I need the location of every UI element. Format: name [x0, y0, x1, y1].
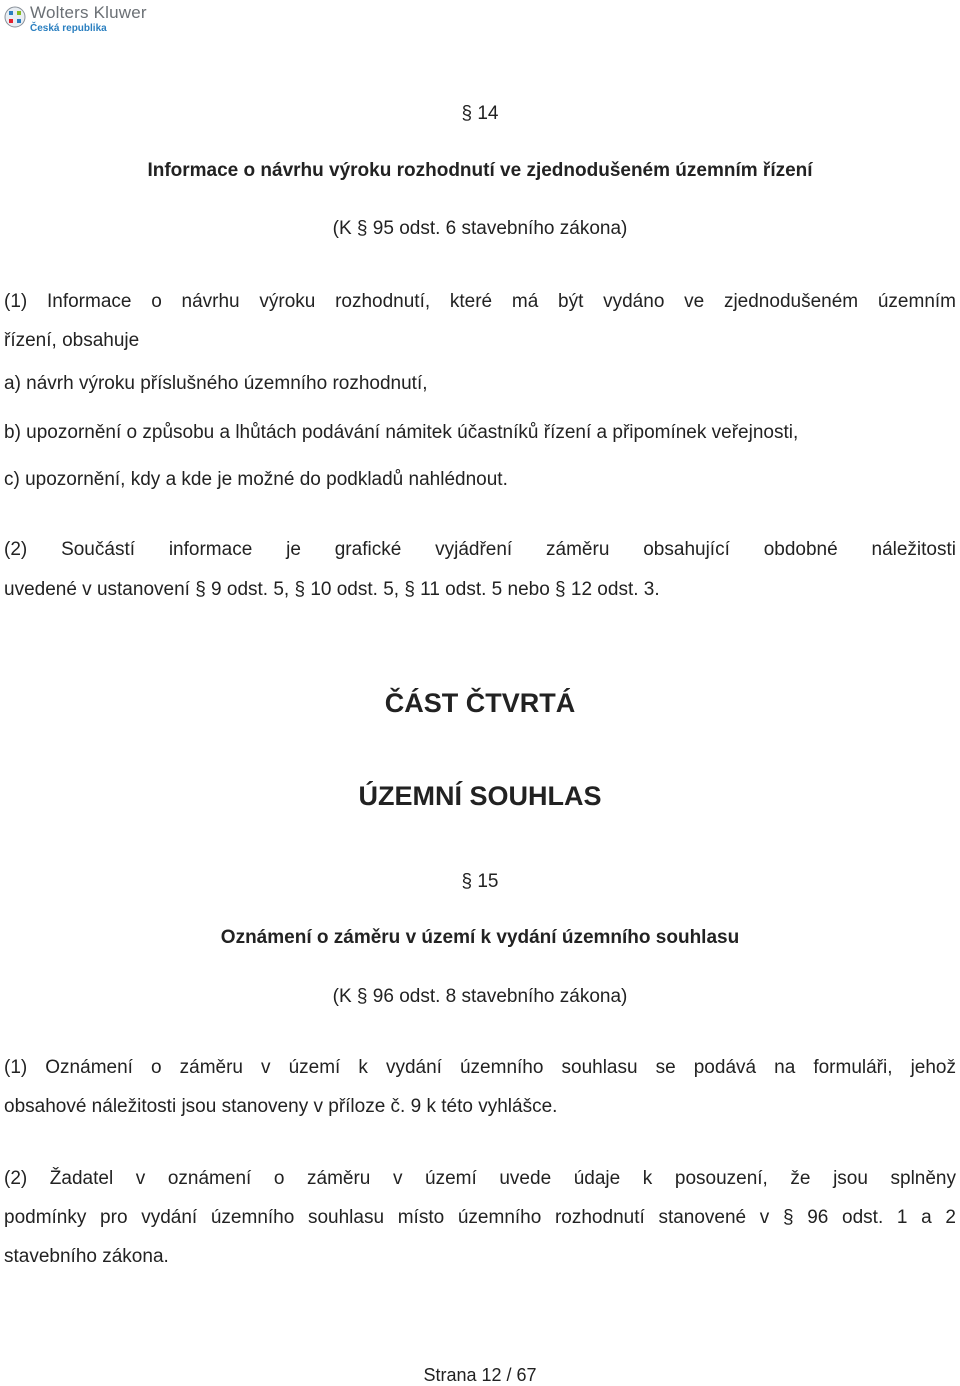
section-14-item-a: a) návrh výroku příslušného územního rozhodnutí,: [4, 373, 428, 394]
section-15-para2-line1: (2) Žadatel v oznámení o záměru v území uvede údaje k posouzení, že jsou splněny: [4, 1168, 956, 1189]
section-14-para2-line2: uvedené v ustanovení § 9 odst. 5, § 10 odst. 5, § 11 odst. 5 nebo § 12 odst. 3.: [4, 579, 660, 600]
section-14-title: Informace o návrhu výroku rozhodnutí ve zjednodušeném územním řízení: [147, 160, 813, 181]
section-14-item-b: b) upozornění o způsobu a lhůtách podávání námitek účastníků řízení a připomínek veřejnosti,: [4, 422, 799, 443]
wolters-kluwer-logo-icon: [4, 6, 26, 28]
section-15-number: § 15: [461, 871, 499, 892]
section-14-para1-line1: (1) Informace o návrhu výroku rozhodnutí, které má být vydáno ve zjednodušeném územním: [4, 291, 956, 312]
section-14-number: § 14: [461, 103, 499, 124]
section-14-para1-line2: řízení, obsahuje: [4, 330, 140, 351]
page-number: Strana 12 / 67: [423, 1365, 537, 1385]
part-title: ČÁST ČTVRTÁ: [384, 688, 576, 718]
part-subtitle: ÚZEMNÍ SOUHLAS: [358, 781, 602, 811]
section-15-reference: (K § 96 odst. 8 stavebního zákona): [332, 986, 628, 1007]
section-14-para2-line1: (2) Součástí informace je grafické vyjádření záměru obsahující obdobné náležitosti: [4, 539, 956, 560]
section-15-para1-line2: obsahové náležitosti jsou stanoveny v příloze č. 9 k této vyhlášce.: [4, 1096, 558, 1117]
section-15-title: Oznámení o záměru v území k vydání územního souhlasu: [220, 927, 740, 948]
section-15-para1-line1: (1) Oznámení o záměru v území k vydání územního souhlasu se podává na formuláři, jehož: [4, 1057, 956, 1078]
section-14-item-c: c) upozornění, kdy a kde je možné do podkladů nahlédnout.: [4, 469, 508, 490]
publisher-logo: [4, 4, 147, 34]
section-15-para2-line3: stavebního zákona.: [4, 1246, 169, 1267]
brand-subtitle: Česká republika: [30, 23, 107, 34]
brand-name: Wolters Kluwer: [30, 3, 147, 22]
section-14-reference: (K § 95 odst. 6 stavebního zákona): [332, 218, 628, 239]
section-15-para2-line2: podmínky pro vydání územního souhlasu místo územního rozhodnutí stanovené v § 96 odst. 1 a 2: [4, 1207, 956, 1228]
